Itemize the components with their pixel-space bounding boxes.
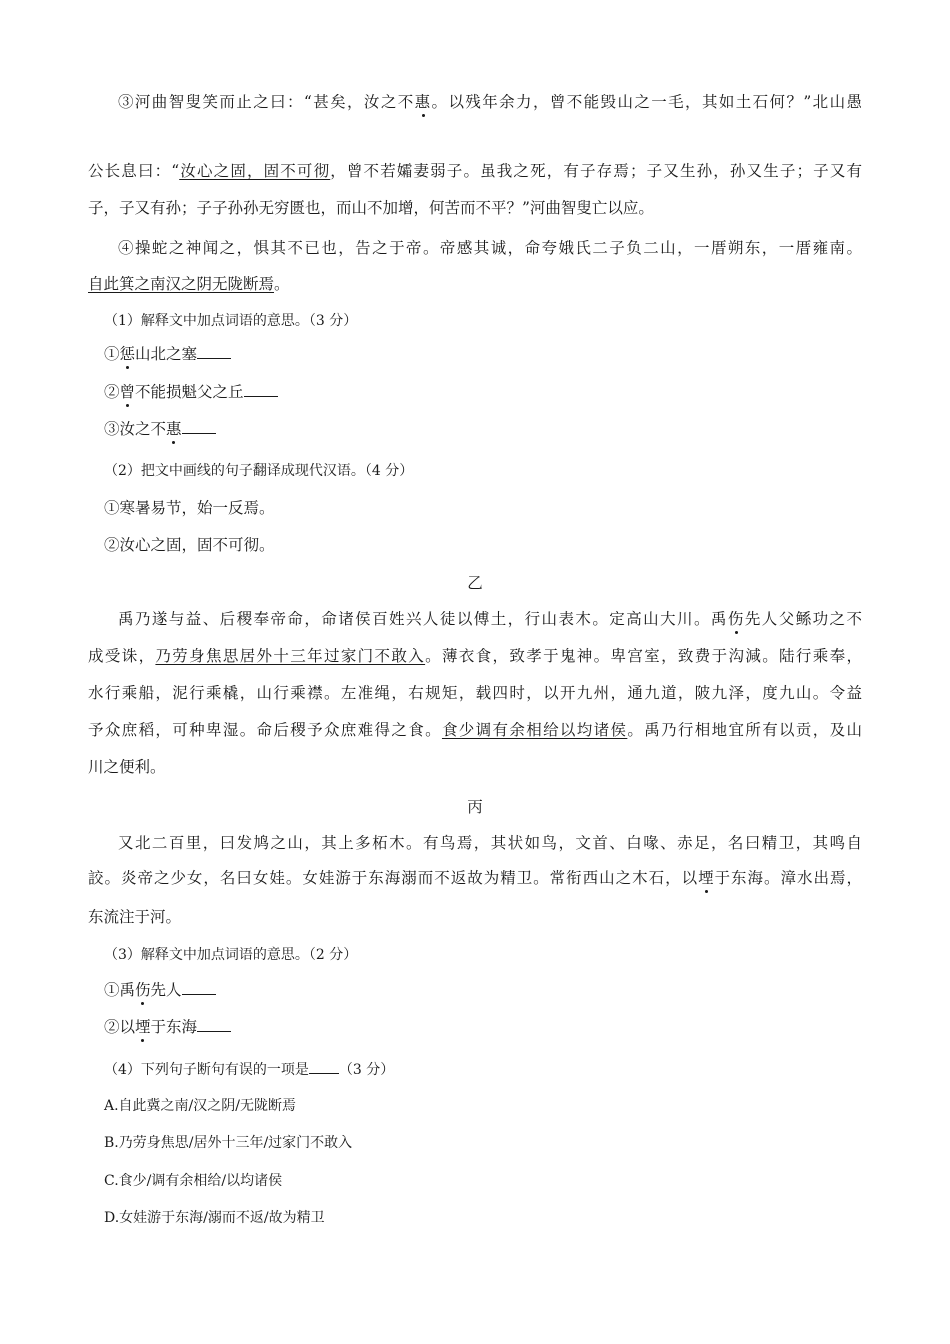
text-segment: （4）下列句子断句有误的一项是 <box>104 1062 309 1078</box>
underlined-sentence: 自此箕之南汉之阴无陇断焉 <box>88 275 275 293</box>
text-segment: 。禹乃行相地宜所有以贡，及山 <box>627 721 862 739</box>
dotted-word: 曾 <box>119 383 136 401</box>
dotted-word: 伤 <box>727 610 745 628</box>
question-1-item-c <box>104 419 862 439</box>
bing-line-3: 东流注于河。 <box>88 908 182 926</box>
question-3-item-a <box>104 980 862 1000</box>
question-2-title: （2）把文中画线的句子翻译成现代汉语。（4 分） <box>104 463 414 479</box>
text-segment: ③河曲智叟笑而止之曰：“甚矣，汝之不 <box>118 93 415 111</box>
text-segment: ① <box>104 345 120 363</box>
question-2-item-b: ②汝心之固，固不可彻。 <box>104 536 275 554</box>
question-4-option-a[interactable]: A.自此冀之南/汉之阴/无陇断焉 <box>104 1098 296 1114</box>
text-segment: ③汝之不 <box>104 420 167 438</box>
answer-blank[interactable] <box>182 980 216 995</box>
question-1-item-a <box>104 344 862 364</box>
text-segment: 于东海。漳水出焉， <box>714 869 862 887</box>
underlined-sentence: 汝心之固，固不可彻 <box>179 162 331 180</box>
text-segment: 公长息曰：“ <box>88 162 180 180</box>
text-segment: 。 <box>274 275 290 293</box>
text-segment: 山北之塞 <box>135 345 198 363</box>
dotted-word: 惠 <box>166 420 182 438</box>
answer-blank[interactable] <box>197 1017 231 1032</box>
question-1-title: （1）解释文中加点词语的意思。（3 分） <box>104 313 358 329</box>
paragraph-3-line-3: 子，子又有孙；子子孙孙无穷匮也，而山不加增，何苦而不平？”河曲智叟亡以应。 <box>88 199 654 217</box>
answer-blank[interactable] <box>244 382 278 397</box>
paragraph-3-line-2 <box>88 161 862 181</box>
section-heading-bing: 丙 <box>467 798 483 816</box>
text-segment: 予众庶稻，可种卑湿。命后稷予众庶难得之食。 <box>88 721 442 739</box>
text-segment: ①禹 <box>104 981 136 999</box>
text-segment: 于东海 <box>150 1018 198 1036</box>
underlined-sentence: 食少调有余相给以均诸侯 <box>441 721 628 739</box>
question-4-option-b[interactable]: B.乃劳身焦思/居外十三年/过家门不敢入 <box>104 1135 353 1151</box>
question-4-option-d[interactable]: D.女娃游于东海/溺而不返/故为精卫 <box>104 1210 325 1226</box>
text-segment: 成受诛， <box>88 647 156 665</box>
dotted-word: 惠 <box>414 93 432 111</box>
paragraph-3-line-1 <box>118 92 862 112</box>
paragraph-4-line-1: ④操蛇之神闻之，惧其不已也，告之于帝。帝感其诚，命夸娥氏二子负二山，一厝朔东，一厝雍南。 <box>118 239 862 257</box>
question-2-item-a: ①寒暑易节，始一反焉。 <box>104 499 275 517</box>
text-segment: 先人父鲧功之不 <box>744 610 862 628</box>
yi-line-2 <box>88 646 862 666</box>
text-segment: ，曾不若孀妻弱子。虽我之死，有子存焉；子又生孙，孙又生子；子又有 <box>330 162 862 180</box>
yi-line-5: 川之便利。 <box>88 758 166 776</box>
text-segment: 禹乃遂与益、后稷奉帝命，命诸侯百姓兴人徒以傅土，行山表木。定高山大川。禹 <box>118 610 728 628</box>
question-4-title <box>104 1059 862 1080</box>
yi-line-4 <box>88 720 862 740</box>
question-1-item-b <box>104 382 862 402</box>
answer-blank[interactable] <box>197 344 231 359</box>
text-segment: ② <box>104 383 120 401</box>
question-3-title: （3）解释文中加点词语的意思。（2 分） <box>104 947 358 963</box>
section-heading-yi: 乙 <box>467 574 483 592</box>
yi-line-1 <box>118 609 862 629</box>
question-3-item-b <box>104 1017 862 1037</box>
paragraph-4-line-2 <box>88 274 862 294</box>
dotted-word: 堙 <box>135 1018 151 1036</box>
yi-line-3: 水行乘船，泥行乘橇，山行乘襟。左准绳，右规矩，载四时，以开九州，通九道，陂九泽，度九山。令益 <box>88 684 862 702</box>
answer-blank[interactable] <box>309 1059 339 1074</box>
text-segment: 先人 <box>150 981 182 999</box>
underlined-sentence: 乃劳身焦思居外十三年过家门不敢入 <box>155 647 426 665</box>
bing-line-2 <box>88 868 862 888</box>
text-segment: 詨。炎帝之少女，名曰女娃。女娃游于东海溺而不返故为精卫。常衔西山之木石，以 <box>88 869 699 887</box>
dotted-word: 堙 <box>698 869 715 887</box>
question-4-option-c[interactable]: C.食少/调有余相给/以均诸侯 <box>104 1173 283 1189</box>
text-segment: ②以 <box>104 1018 136 1036</box>
text-segment: 不能损魁父之丘 <box>135 383 244 401</box>
text-segment: （3 分） <box>338 1062 395 1078</box>
dotted-word: 惩 <box>119 345 136 363</box>
text-segment: 。薄衣食，致孝于鬼神。卑宫室，致费于沟減。陆行乘奉， <box>425 647 862 665</box>
bing-line-1: 又北二百里，曰发鸠之山，其上多柘木。有鸟焉，其状如鸟，文首、白喙、赤足，名曰精卫，其鸣自 <box>118 834 862 852</box>
answer-blank[interactable] <box>182 419 216 434</box>
dotted-word: 伤 <box>135 981 151 999</box>
text-segment: 。以残年余力，曾不能毁山之一毛，其如土石何？”北山愚 <box>431 93 862 111</box>
